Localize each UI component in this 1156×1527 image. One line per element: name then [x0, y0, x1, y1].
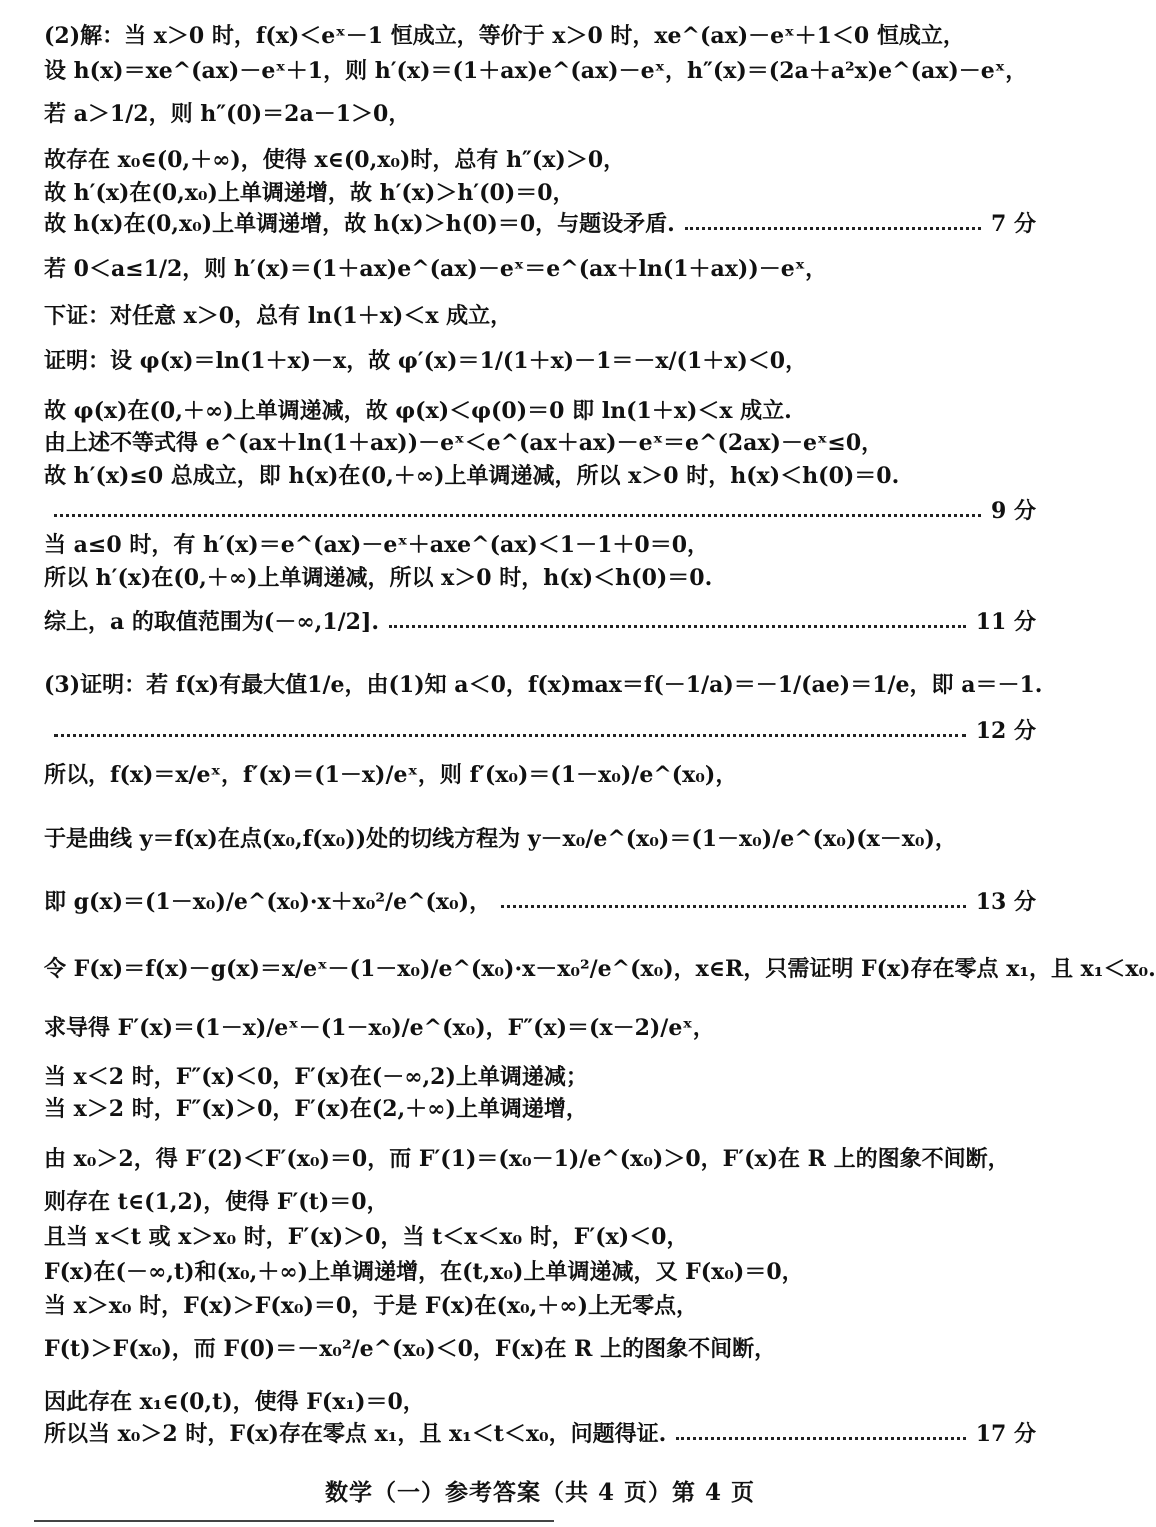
solution-line: [44, 146, 982, 174]
solution-line: [44, 397, 982, 425]
line-text: 设 h(x)＝xe^(ax)－eˣ＋1，则 h′(x)＝(1＋ax)e^(ax)－eˣ，h″(x)＝(2a＋a²x)e^(ax)－eˣ，: [44, 58, 1028, 84]
bottom-rule: [34, 1520, 554, 1522]
solution-line: [44, 100, 982, 128]
solution-line: [44, 1335, 982, 1363]
solution-line: [44, 761, 982, 789]
line-text: 故 h′(x)≤0 总成立，即 h(x)在(0,＋∞)上单调递减，所以 x＞0 时，h(x)＜h(0)＝0.: [44, 463, 900, 489]
line-text: 则存在 t∈(1,2)，使得 F′(t)＝0，: [44, 1189, 389, 1215]
solution-line: [44, 1292, 982, 1320]
dotted-leader: [389, 625, 966, 628]
line-text: 下证：对任意 x＞0，总有 ln(1＋x)＜x 成立，: [44, 303, 513, 329]
line-text: 所以，f(x)＝x/eˣ，f′(x)＝(1－x)/eˣ，则 f′(x₀)＝(1－x₀)/e^(x₀)，: [44, 762, 738, 788]
solution-line: [44, 1095, 982, 1123]
solution-line: [44, 564, 982, 592]
line-text: 综上，a 的取值范围为(－∞,1/2].: [44, 609, 380, 635]
solution-line: [44, 1188, 982, 1216]
line-text: 且当 x＜t 或 x＞x₀ 时，F′(x)＞0，当 t＜x＜x₀ 时，F′(x)＜0，: [44, 1224, 689, 1250]
line-text: 于是曲线 y＝f(x)在点(x₀,f(x₀))处的切线方程为 y－x₀/e^(x₀)＝(1－x₀)/e^(x₀)(x－x₀)，: [44, 826, 957, 852]
dotted-leader: [501, 905, 966, 908]
line-text: 若 0＜a≤1/2，则 h′(x)＝(1＋ax)e^(ax)－eˣ＝e^(ax＋ln(1＋ax))－eˣ，: [44, 256, 828, 282]
solution-line: [44, 531, 982, 559]
solution-line: [44, 1420, 1036, 1448]
solution-line: [44, 717, 1036, 745]
solution-line: [44, 57, 1028, 85]
line-text: 若 a＞1/2，则 h″(0)＝2a－1＞0，: [44, 101, 411, 127]
score-mark: 9 分: [991, 498, 1036, 524]
line-text: 所以 h′(x)在(0,＋∞)上单调递减，所以 x＞0 时，h(x)＜h(0)＝0.: [44, 565, 713, 591]
solution-line: [44, 888, 1036, 916]
solution-line: [44, 302, 982, 330]
solution-line: [44, 497, 1036, 525]
solution-line: [44, 462, 982, 490]
line-text: 故 φ(x)在(0,＋∞)上单调递减，故 φ(x)＜φ(0)＝0 即 ln(1＋x)＜x 成立.: [44, 398, 792, 424]
solution-line: [44, 1063, 982, 1091]
line-text: 令 F(x)＝f(x)－g(x)＝x/eˣ－(1－x₀)/e^(x₀)·x－x₀²/e^(x₀)，x∈R，只需证明 F(x)存在零点 x₁，且 x₁＜x₀.: [44, 956, 1156, 982]
solution-line: [44, 22, 982, 50]
line-text: F(x)在(－∞,t)和(x₀,＋∞)上单调递增，在(t,x₀)上单调递减，又 F(x₀)＝0，: [44, 1259, 804, 1285]
solution-line: [44, 1145, 1010, 1173]
score-mark: 12 分: [975, 718, 1036, 744]
solution-line: [44, 825, 982, 853]
solution-line: [44, 255, 982, 283]
line-text: F(t)＞F(x₀)，而 F(0)＝－x₀²/e^(x₀)＜0，F(x)在 R 上的图象不间断，: [44, 1336, 777, 1362]
solution-line: [44, 671, 1043, 699]
line-text: (2)解：当 x＞0 时，f(x)＜eˣ－1 恒成立，等价于 x＞0 时，xe^(ax)－eˣ＋1＜0 恒成立，: [44, 23, 965, 49]
dotted-leader: [54, 734, 966, 737]
page-footer: 数学（一）参考答案（共 4 页）第 4 页: [324, 1479, 756, 1506]
score-mark: 17 分: [975, 1421, 1036, 1447]
line-text: 当 x＜2 时，F″(x)＜0，F′(x)在(－∞,2)上单调递减；: [44, 1064, 588, 1090]
solution-line: [44, 955, 1156, 983]
line-text: 当 x＞2 时，F″(x)＞0，F′(x)在(2,＋∞)上单调递增，: [44, 1096, 588, 1122]
score-mark: 13 分: [975, 889, 1036, 915]
dotted-leader: [685, 227, 981, 230]
solution-line: [44, 1258, 982, 1286]
line-text: 由 x₀＞2，得 F′(2)＜F′(x₀)＝0，而 F′(1)＝(x₀－1)/e^(x₀)＞0，F′(x)在 R 上的图象不间断，: [44, 1146, 1010, 1172]
line-text: 由上述不等式得 e^(ax＋ln(1＋ax))－eˣ＜e^(ax＋ax)－eˣ＝e^(2ax)－eˣ≤0，: [44, 430, 884, 456]
line-text: 因此存在 x₁∈(0,t)，使得 F(x₁)＝0，: [44, 1389, 425, 1415]
solution-line: [44, 429, 982, 457]
dotted-leader: [676, 1437, 965, 1440]
line-text: 故 h(x)在(0,x₀)上单调递增，故 h(x)＞h(0)＝0，与题设矛盾.: [44, 211, 675, 237]
solution-line: [44, 1388, 982, 1416]
dotted-leader: [54, 514, 981, 517]
line-text: 所以当 x₀＞2 时，F(x)存在零点 x₁，且 x₁＜t＜x₀，问题得证.: [44, 1421, 667, 1447]
solution-line: [44, 1014, 982, 1042]
line-text: (3)证明：若 f(x)有最大值1/e，由(1)知 a＜0，f(x)max＝f(－1/a)＝－1/(ae)＝1/e，即 a＝－1.: [44, 672, 1043, 698]
line-text: 求导得 F′(x)＝(1－x)/eˣ－(1－x₀)/e^(x₀)，F″(x)＝(x－2)/eˣ，: [44, 1015, 715, 1041]
solution-line: [44, 608, 1036, 636]
line-text: 即 g(x)＝(1－x₀)/e^(x₀)·x＋x₀²/e^(x₀)，: [44, 889, 492, 915]
solution-line: [44, 210, 1036, 238]
solution-line: [44, 179, 982, 207]
solution-line: [44, 1223, 982, 1251]
line-text: 故 h′(x)在(0,x₀)上单调递增，故 h′(x)＞h′(0)＝0，: [44, 180, 575, 206]
score-mark: 7 分: [991, 211, 1036, 237]
solution-line: [44, 347, 982, 375]
line-text: 当 x＞x₀ 时，F(x)＞F(x₀)＝0，于是 F(x)在(x₀,＋∞)上无零点，: [44, 1293, 699, 1319]
score-mark: 11 分: [975, 609, 1036, 635]
line-text: 证明：设 φ(x)＝ln(1＋x)－x，故 φ′(x)＝1/(1＋x)－1＝－x/(1＋x)＜0，: [44, 348, 808, 374]
line-text: 故存在 x₀∈(0,＋∞)，使得 x∈(0,x₀)时，总有 h″(x)＞0，: [44, 147, 626, 173]
line-text: 当 a≤0 时，有 h′(x)＝e^(ax)－eˣ＋axe^(ax)＜1－1＋0＝0，: [44, 532, 709, 558]
